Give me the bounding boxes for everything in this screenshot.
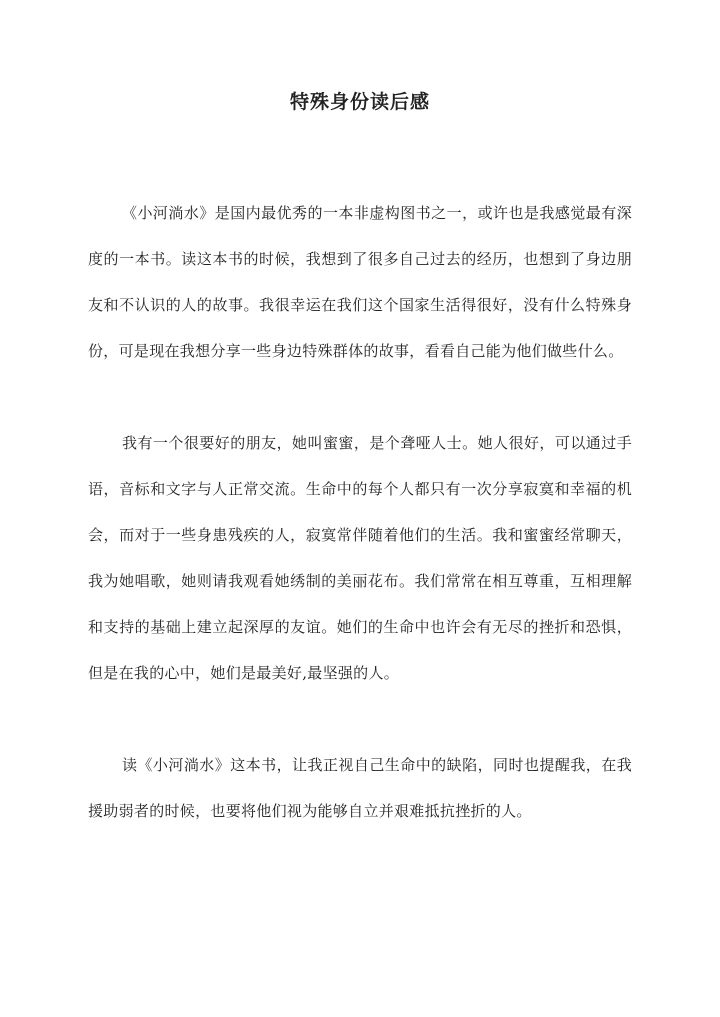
paragraph-1: 《小河淌水》是国内最优秀的一本非虚构图书之一，或许也是我感觉最有深度的一本书。读这本书的时候，我想到了很多自己过去的经历，也想到了身边朋友和不认识的人的故事。我很幸运在我们这个国家生活得很好，没有什么特殊身份，可是现在我想分享一些身边特殊群体的故事，看看自己能为他们做些什么。 <box>88 204 632 360</box>
document-body <box>88 190 632 834</box>
paragraph-2: 我有一个很要好的朋友，她叫蜜蜜，是个聋哑人士。她人很好，可以通过手语，音标和文字与人正常交流。生命中的每个人都只有一次分享寂寞和幸福的机会，而对于一些身患残疾的人，寂寞常伴随着他们的生活。我和蜜蜜经常聊天，我为她唱歌，她则请我观看她绣制的美丽花布。我们常常在相互尊重，互相理解和支持的基础上建立起深厚的友谊。她们的生命中也许会有无尽的挫折和恐惧，但是在我的心中，她们是最美好,最坚强的人。 <box>88 434 632 682</box>
document-title: 特殊身份读后感 <box>289 91 430 113</box>
paragraph-3: 读《小河淌水》这本书，让我正视自己生命中的缺陷，同时也提醒我，在我援助弱者的时候，也要将他们视为能够自立并艰难抵抗挫折的人。 <box>88 756 632 820</box>
